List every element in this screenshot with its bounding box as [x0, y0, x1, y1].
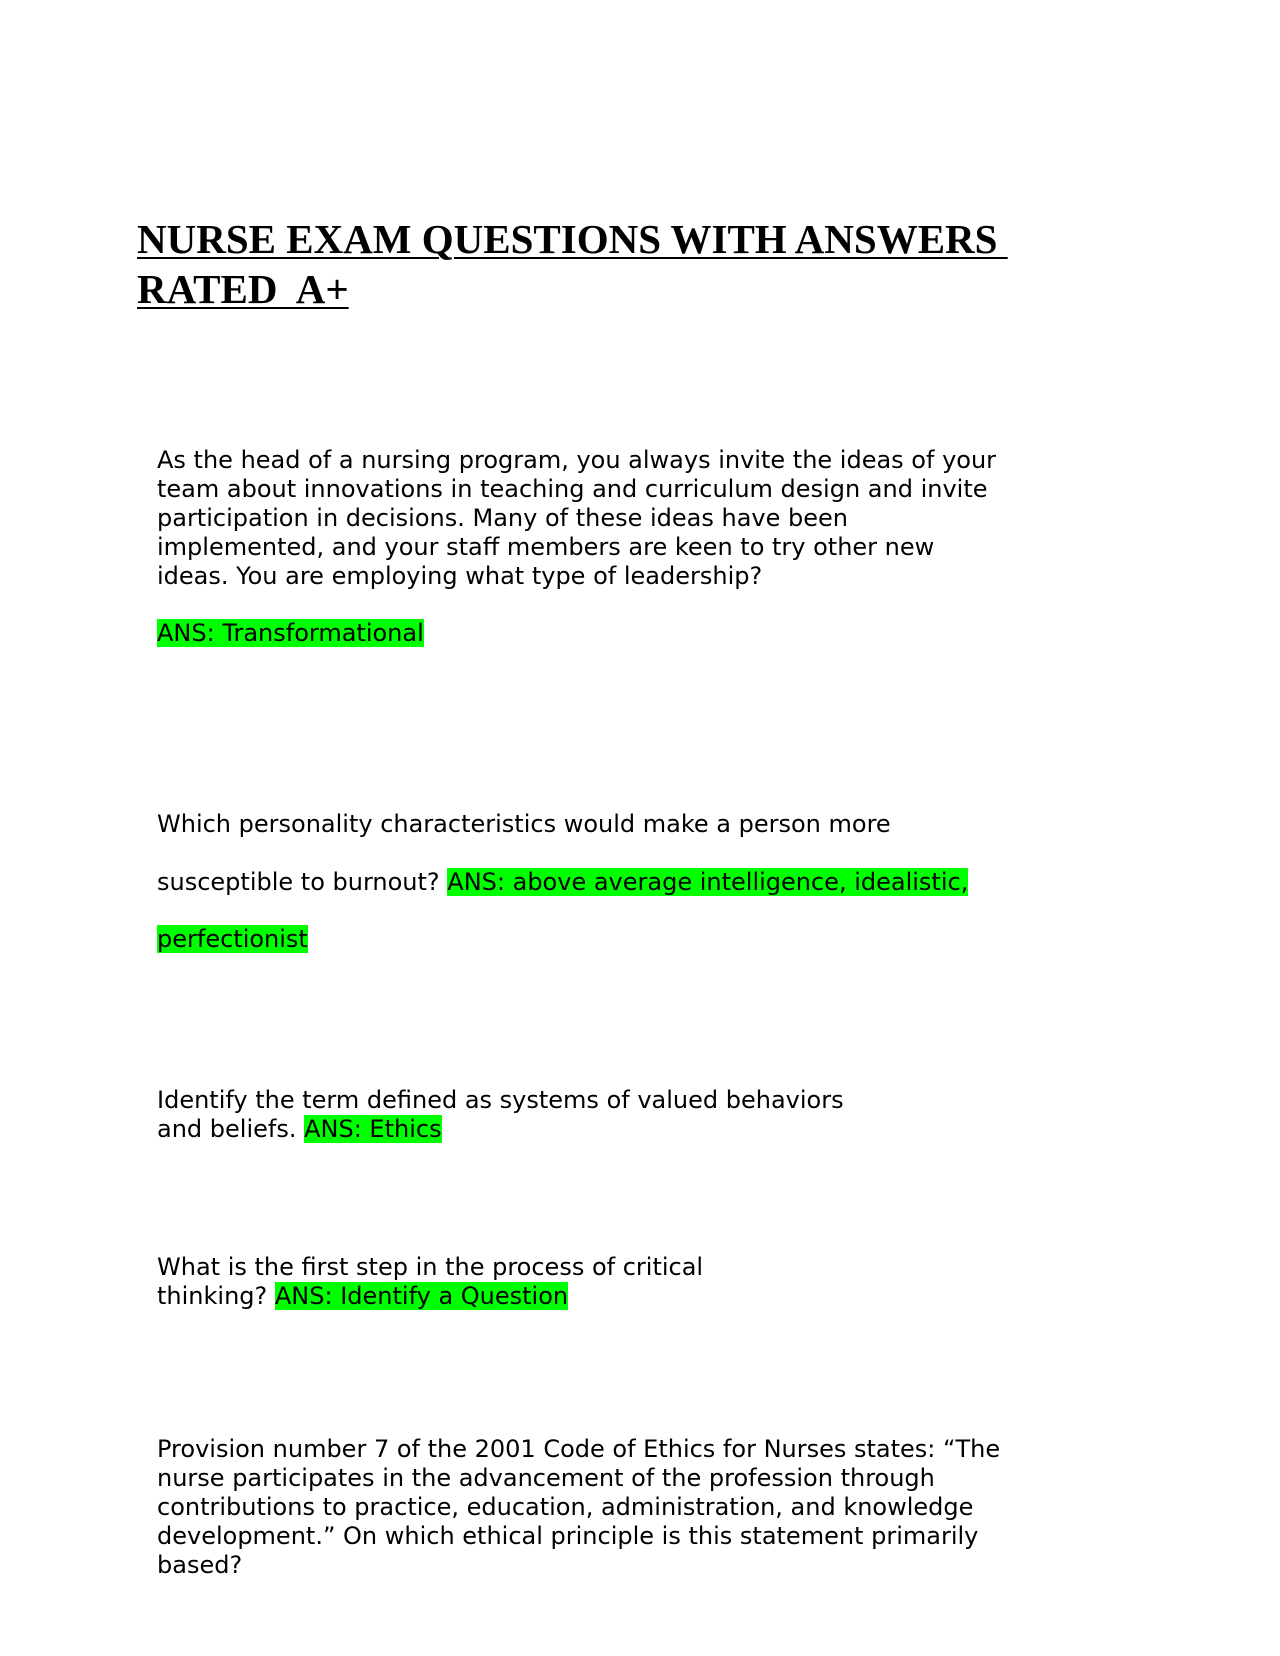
answer-1-highlight: ANS: Transformational: [157, 619, 424, 647]
question-5-line-3: contributions to practice, education, administration, and knowledge: [157, 1493, 974, 1521]
answer-1: [157, 619, 424, 648]
title-line-2: RATED A+: [137, 266, 349, 312]
question-4-line-2: [157, 1282, 703, 1311]
question-3: [157, 1086, 844, 1144]
question-1-line-2: team about innovations in teaching and curriculum design and invite: [157, 475, 988, 503]
question-1-line-4: implemented, and your staff members are keen to try other new: [157, 533, 935, 561]
question-1: [157, 446, 996, 591]
question-2-line-2: [157, 854, 968, 912]
question-5-line-4: development.” On which ethical principle is this statement primarily: [157, 1522, 979, 1550]
question-3-line-1: Identify the term defined as systems of valued behaviors: [157, 1086, 844, 1114]
answer-3-highlight: ANS: Ethics: [304, 1115, 442, 1143]
question-2-line-3: [157, 911, 968, 969]
title-line-1: NURSE EXAM QUESTIONS WITH ANSWERS: [137, 216, 1008, 262]
question-2: [157, 796, 968, 969]
question-5-line-1: Provision number 7 of the 2001 Code of Ethics for Nurses states: “The: [157, 1435, 1001, 1463]
question-1-line-5: ideas. You are employing what type of leadership?: [157, 562, 763, 590]
question-4-line-2-text: thinking?: [157, 1282, 275, 1310]
question-4: [157, 1253, 703, 1311]
question-1-line-3: participation in decisions. Many of these ideas have been: [157, 504, 848, 532]
question-5: [157, 1435, 1000, 1580]
question-5-line-2: nurse participates in the advancement of the profession through: [157, 1464, 935, 1492]
question-4-line-1: What is the first step in the process of critical: [157, 1253, 704, 1281]
answer-2-highlight-part-1: ANS: above average intelligence, idealistic,: [447, 867, 969, 896]
question-2-line-2-text: susceptible to burnout?: [157, 867, 448, 896]
question-1-line-1: As the head of a nursing program, you always invite the ideas of your: [157, 446, 997, 474]
question-5-line-5: based?: [157, 1551, 243, 1579]
answer-4-highlight: ANS: Identify a Question: [274, 1282, 569, 1310]
question-2-line-1: Which personality characteristics would make a person more: [157, 810, 891, 838]
question-3-line-2-text: and beliefs.: [157, 1115, 305, 1143]
document-title: [137, 214, 1137, 314]
question-3-line-2: [157, 1115, 844, 1144]
answer-2-highlight-part-2: perfectionist: [157, 925, 308, 953]
